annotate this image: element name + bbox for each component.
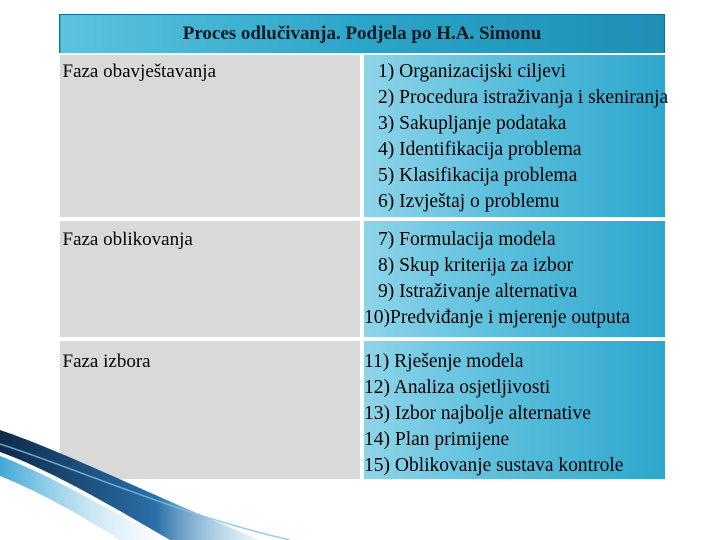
- step-item: 9) Istraživanje alternativa: [378, 281, 578, 302]
- step-item: 13) Izbor najbolje alternative: [364, 403, 591, 424]
- step-item: 15) Oblikovanje sustava kontrole: [364, 455, 624, 476]
- phase-name: Faza izbora: [60, 341, 363, 479]
- simon-process-table: [59, 14, 669, 479]
- table-row-intelligence: [60, 54, 665, 217]
- phase-name: Faza obavještavanja: [60, 54, 363, 217]
- phase-steps: [362, 54, 669, 217]
- step-item: 1) Organizacijski ciljevi: [378, 61, 567, 82]
- step-item: 4) Identifikacija problema: [378, 139, 582, 160]
- phase-steps: [362, 221, 665, 337]
- table-row-design: [60, 221, 665, 337]
- phase-name: Faza oblikovanja: [60, 221, 363, 337]
- step-item: 11) Rješenje modela: [364, 351, 524, 372]
- table-title: Proces odlučivanja. Podjela po H.A. Simonu: [60, 15, 665, 55]
- step-item: 12) Analiza osjetljivosti: [364, 377, 551, 398]
- step-item: 6) Izvještaj o problemu: [378, 191, 560, 212]
- step-item: 5) Klasifikacija problema: [378, 165, 578, 186]
- step-item: 8) Skup kriterija za izbor: [378, 255, 573, 276]
- step-item: 2) Procedura istraživanja i skeniranja: [378, 87, 669, 108]
- step-item: 3) Sakupljanje podataka: [378, 113, 567, 134]
- step-item: 7) Formulacija modela: [378, 229, 556, 250]
- step-item: 10)Predviđanje i mjerenje outputa: [364, 307, 630, 328]
- decorative-swoosh: [0, 430, 720, 540]
- step-item: 14) Plan primijene: [364, 429, 510, 450]
